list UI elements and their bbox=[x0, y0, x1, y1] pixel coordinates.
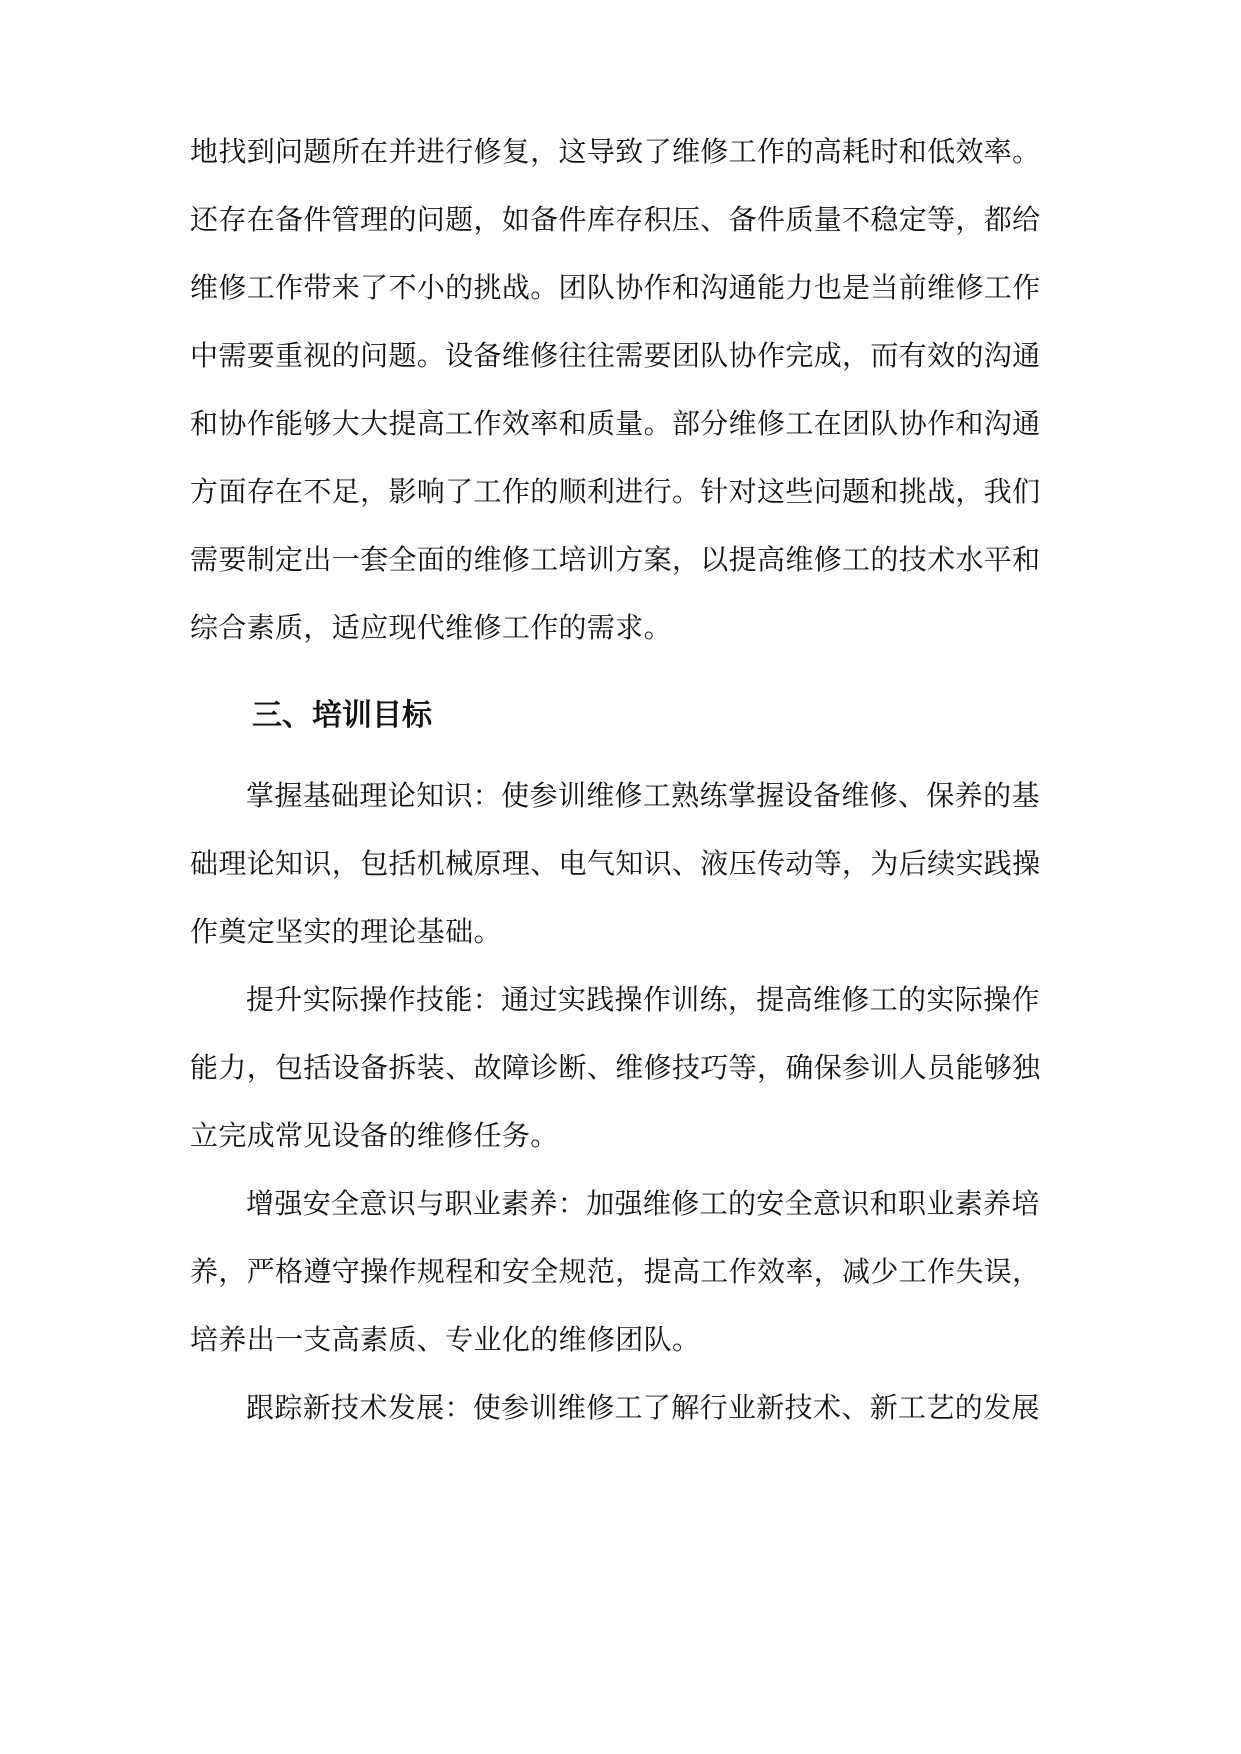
goal-line: 作奠定坚实的理论基础。 bbox=[190, 915, 502, 948]
section-heading: 三、培训目标 bbox=[252, 698, 432, 733]
body-line: 中需要重视的问题。设备维修往往需要团队协作完成，而有效的沟通 bbox=[190, 339, 1041, 372]
body-line: 方面存在不足，影响了工作的顺利进行。针对这些问题和挑战，我们 bbox=[190, 475, 1041, 508]
body-line: 需要制定出一套全面的维修工培训方案，以提高维修工的技术水平和 bbox=[190, 543, 1041, 576]
body-line: 综合素质，适应现代维修工作的需求。 bbox=[190, 611, 672, 644]
goal-line: 能力，包括设备拆装、故障诊断、维修技巧等，确保参训人员能够独 bbox=[190, 1051, 1041, 1084]
goal-line: 养，严格遵守操作规程和安全规范，提高工作效率，减少工作失误， bbox=[190, 1255, 1041, 1288]
goal-line: 础理论知识，包括机械原理、电气知识、液压传动等，为后续实践操 bbox=[190, 847, 1041, 880]
goal-line: 增强安全意识与职业素养：加强维修工的安全意识和职业素养培 bbox=[246, 1187, 1040, 1220]
goal-line: 掌握基础理论知识：使参训维修工熟练掌握设备维修、保养的基 bbox=[246, 779, 1040, 812]
body-line: 维修工作带来了不小的挑战。团队协作和沟通能力也是当前维修工作 bbox=[190, 271, 1041, 304]
goal-line: 立完成常见设备的维修任务。 bbox=[190, 1119, 559, 1152]
goal-line: 跟踪新技术发展：使参训维修工了解行业新技术、新工艺的发展 bbox=[246, 1391, 1040, 1424]
goal-line: 提升实际操作技能：通过实践操作训练，提高维修工的实际操作 bbox=[246, 983, 1040, 1016]
goal-line: 培养出一支高素质、专业化的维修团队。 bbox=[190, 1323, 701, 1356]
body-line: 还存在备件管理的问题，如备件库存积压、备件质量不稳定等，都给 bbox=[190, 203, 1041, 236]
body-line: 地找到问题所在并进行修复，这导致了维修工作的高耗时和低效率。 bbox=[190, 135, 1041, 168]
body-line: 和协作能够大大提高工作效率和质量。部分维修工在团队协作和沟通 bbox=[190, 407, 1041, 440]
